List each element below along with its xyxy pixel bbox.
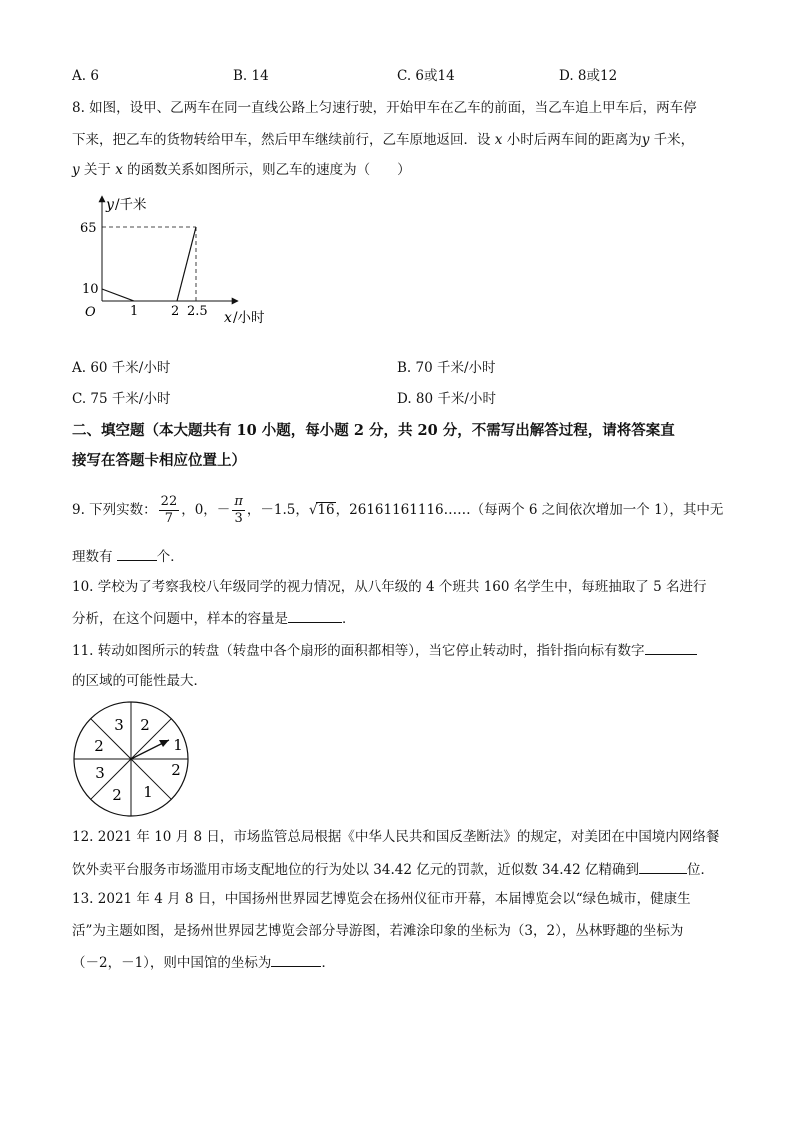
sector-label: 1: [143, 783, 153, 801]
sector-label: 2: [112, 786, 122, 804]
answer-blank: [639, 859, 687, 874]
q13-line-2: 活”为主题如图，是扬州世界园艺博览会部分导游图，若滩涂印象的坐标为（3，2），丛林野趣的坐标为: [72, 923, 684, 939]
sector-label: 2: [94, 737, 104, 755]
q11-line-1: 11. 转动如图所示的转盘（转盘中各个扇形的面积都相等），当它停止转动时，指针指向标有数字: [72, 640, 697, 661]
q8-function-graph: [70, 190, 280, 330]
q13-line-3: （－2，－1），则中国馆的坐标为 ．: [72, 952, 335, 973]
q13-line-1: 13. 2021 年 4 月 8 日，中国扬州世界园艺博览会在扬州仪征市开幕，本届博览会以“绿色城市，健康生: [72, 891, 691, 907]
answer-blank: [288, 608, 342, 623]
fraction-pi-3: $\frac{\pi}{3}$: [234, 494, 243, 526]
segment-separate: [177, 227, 196, 301]
segment-approach: [102, 289, 134, 301]
x-axis-unit: /小时: [233, 310, 265, 326]
spinner-wheel: [70, 698, 192, 820]
q10-line-2: 分析，在这个问题中，样本的容量是 ．: [72, 608, 356, 629]
sector-label: 3: [114, 716, 124, 734]
pointer-arrowhead: [159, 740, 169, 747]
sector-label: 1: [173, 736, 183, 754]
q8-line-3: y 关于 x 的函数关系如图所示，则乙车的速度为（ ）: [72, 162, 411, 178]
tick-2: 2: [171, 304, 180, 319]
q11-line-2: 的区域的可能性最大．: [72, 673, 207, 689]
answer-blank: [271, 952, 321, 967]
sqrt-symbol: √: [308, 502, 318, 518]
section-heading-line-2: 接写在答题卡相应位置上）: [72, 452, 246, 469]
sector-label: 2: [140, 716, 150, 734]
q8-option-a: A. 60 千米/小时: [72, 360, 171, 376]
q7-option-a: A. 6: [72, 68, 99, 84]
q7-option-c: C. 6或14: [397, 68, 455, 84]
tick-2-5: 2.5: [187, 304, 208, 319]
q7-option-b: B. 14: [233, 68, 269, 84]
q12-line-1: 12. 2021 年 10 月 8 日，市场监管总局根据《中华人民共和国反垄断法》的规定，对美团在中国境内网络餐: [72, 829, 720, 845]
q8-option-d: D. 80 千米/小时: [397, 391, 496, 407]
answer-blank: [117, 546, 157, 561]
q7-option-d: D. 8或12: [559, 68, 618, 84]
q9-line-2: 理数有 个．: [72, 546, 184, 567]
q9-line-1: 9. 下列实数： $\frac{22}{7}$ ，0，－ $\frac{\pi}{3}$ ，－1.5，√16，26161161116……（每两个 6 之间依次增加一个 1），其中无: [72, 494, 724, 526]
sector-label: 2: [171, 761, 181, 779]
q12-line-2: 饮外卖平台服务市场滥用市场支配地位的行为处以 34.42 亿元的罚款，近似数 34.42 亿精确到 位．: [72, 859, 714, 880]
q10-line-1: 10. 学校为了考察我校八年级同学的视力情况，从八年级的 4 个班共 160 名学生中，每班抽取了 5 名进行: [72, 579, 707, 595]
tick-1: 1: [130, 304, 139, 319]
fraction-22-7: $\frac{22}{7}$: [160, 494, 178, 526]
sqrt-16: 16: [317, 502, 335, 518]
y-axis-unit: /千米: [115, 197, 147, 213]
tick-10: 10: [82, 282, 99, 297]
q8-line-1: 8. 如图，设甲、乙两车在同一直线公路上匀速行驶，开始甲车在乙车的前面，当乙车追上甲车后，两车停: [72, 100, 697, 116]
x-axis-var: x: [224, 310, 232, 326]
section-heading-line-1: 二、填空题（本大题共有 10 小题，每小题 2 分，共 20 分，不需写出解答过程，请将答案直: [72, 422, 675, 439]
tick-65: 65: [80, 221, 97, 236]
y-axis-var: y: [106, 197, 114, 213]
q8-option-b: B. 70 千米/小时: [397, 360, 496, 376]
sector-label: 3: [95, 764, 105, 782]
q8-line-2: 下来，把乙车的货物转给甲车，然后甲车继续前行，乙车原地返回．设 x 小时后两车间的距离为y 千米，: [72, 132, 695, 148]
answer-blank: [645, 640, 697, 655]
q8-option-c: C. 75 千米/小时: [72, 391, 171, 407]
origin-label: O: [85, 305, 96, 320]
